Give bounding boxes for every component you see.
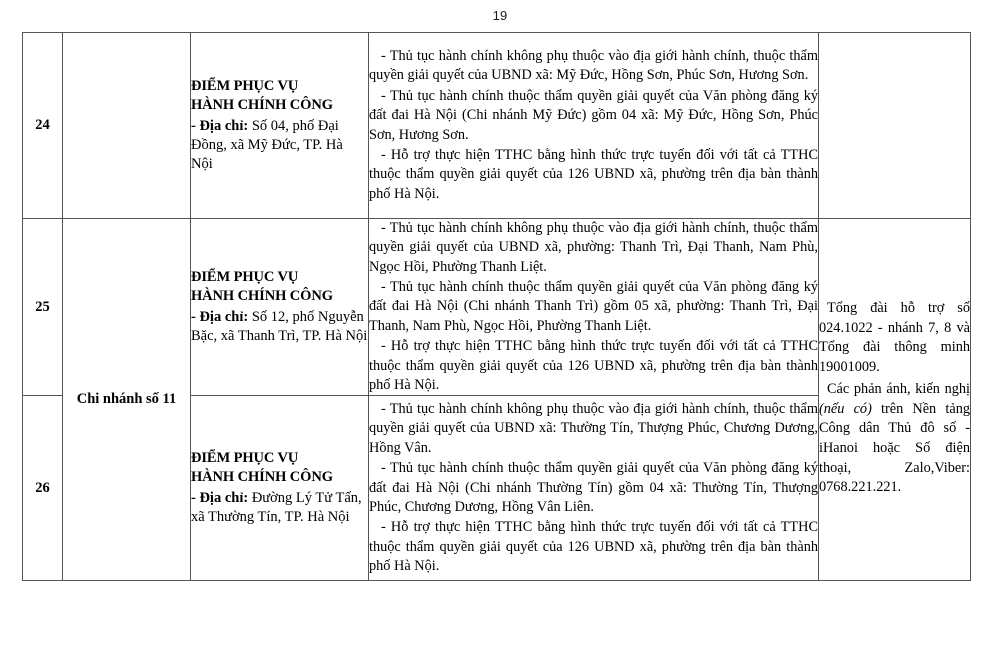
description-paragraph: - Hỗ trợ thực hiện TTHC bằng hình thức trực tuyến đối với tất cả TTHC thuộc thẩm quyền giải quyết của 126 UBND xã, phường trên địa bàn thành phố Hà Nội. [369, 146, 818, 202]
service-point-name-cell [191, 396, 369, 581]
org-title [191, 77, 368, 115]
hotline-paragraph-2 [819, 380, 970, 498]
service-description-cell [369, 219, 819, 396]
org-title-line-2: HÀNH CHÍNH CÔNG [191, 287, 333, 304]
hotline-text-part-2: trên Nền tảng Công dân Thủ đô số - iHanoi hoặc Số điện thoại, Zalo,Viber: 0768.221.221. [819, 400, 970, 496]
address-label: - Địa chỉ: [191, 308, 249, 325]
hotline-text-part-1: Các phản ánh, kiến nghị [827, 380, 970, 397]
address-text: Số 12, phố Nguyễn Bặc, xã Thanh Trì, TP. Hà Nội [191, 308, 368, 344]
service-description-cell [369, 396, 819, 581]
description-paragraph: - Thủ tục hành chính thuộc thẩm quyền giải quyết của Văn phòng đăng ký đất đai Hà Nội (Chi nhánh Mỹ Đức) gồm 04 xã: Mỹ Đức, Hồng Sơn, Phúc Sơn, Hương Sơn. [369, 87, 818, 143]
table-row [23, 33, 971, 219]
description-paragraph: - Thủ tục hành chính không phụ thuộc vào địa giới hành chính, thuộc thẩm quyền giải quyết của UBND xã: Thường Tín, Thượng Phúc, Chương Dương, Hồng Vân. [369, 401, 818, 456]
address-text: Số 04, phố Đại Đồng, xã Mỹ Đức, TP. Hà Nội [191, 117, 343, 172]
hotline-text-italic: (nếu có) [819, 400, 872, 417]
address-block [191, 308, 368, 346]
address-block [191, 489, 368, 527]
address-block [191, 117, 368, 174]
service-points-table [22, 32, 971, 581]
row-number-cell: 26 [23, 396, 63, 581]
address-label: - Địa chỉ: [191, 489, 249, 506]
description-paragraph: - Hỗ trợ thực hiện TTHC bằng hình thức trực tuyến đối với tất cả TTHC thuộc thẩm quyền giải quyết của 126 UBND xã, phường trên địa bàn thành phố Hà Nội. [369, 338, 818, 393]
page-number: 19 [492, 8, 508, 23]
description-paragraph: - Thủ tục hành chính thuộc thẩm quyền giải quyết của Văn phòng đăng ký đất đai Hà Nội (Chi nhánh Thường Tín) gồm 04 xã: Thường Tín, Thượng Phúc, Chương Dương, Hồng Vân Liên. [369, 460, 818, 515]
org-title-line-2: HÀNH CHÍNH CÔNG [191, 96, 333, 113]
row-number-cell: 25 [23, 219, 63, 396]
org-title [191, 268, 368, 306]
hotline-paragraph-1: Tổng đài hỗ trợ số 024.1022 - nhánh 7, 8 và Tổng đài thông minh 19001009. [819, 300, 970, 376]
description-paragraph: - Thủ tục hành chính không phụ thuộc vào địa giới hành chính, thuộc thẩm quyền giải quyết của UBND xã, phường: Thanh Trì, Đại Thanh, Nam Phù, Ngọc Hồi, Phường Thanh Liệt. [369, 220, 818, 275]
branch-cell-empty-24 [63, 33, 191, 219]
org-title [191, 449, 368, 487]
row-number-cell: 24 [23, 33, 63, 219]
description-paragraph: - Hỗ trợ thực hiện TTHC bằng hình thức trực tuyến đối với tất cả TTHC thuộc thẩm quyền giải quyết của 126 UBND xã, phường trên địa bàn thành phố Hà Nội. [369, 519, 818, 574]
hotline-cell-empty [819, 33, 971, 219]
description-paragraph: - Thủ tục hành chính thuộc thẩm quyền giải quyết của Văn phòng đăng ký đất đai Hà Nội (Chi nhánh Thanh Trì) gồm 05 xã, phường: Thanh Trì, Đại Thanh, Nam Phù, Ngọc Hồi, Phường Thanh Liệt. [369, 279, 818, 334]
branch-cell: Chi nhánh số 11 [63, 219, 191, 581]
org-title-line-1: ĐIỂM PHỤC VỤ [191, 269, 299, 286]
org-title-line-2: HÀNH CHÍNH CÔNG [191, 469, 333, 486]
address-text: Đường Lý Tử Tấn, xã Thường Tín, TP. Hà Nội [191, 489, 362, 526]
table-row [23, 219, 971, 396]
service-description-cell [369, 33, 819, 219]
address-label: - Địa chỉ: [191, 117, 249, 134]
service-point-name-cell [191, 33, 369, 219]
org-title-line-1: ĐIỂM PHỤC VỤ [191, 77, 299, 94]
hotline-cell [819, 219, 971, 581]
description-paragraph: - Thủ tục hành chính không phụ thuộc vào địa giới hành chính, thuộc thẩm quyền giải quyết của UBND xã: Mỹ Đức, Hồng Sơn, Phúc Sơn, Hương Sơn. [369, 48, 818, 84]
service-point-name-cell [191, 219, 369, 396]
org-title-line-1: ĐIỂM PHỤC VỤ [191, 450, 299, 467]
